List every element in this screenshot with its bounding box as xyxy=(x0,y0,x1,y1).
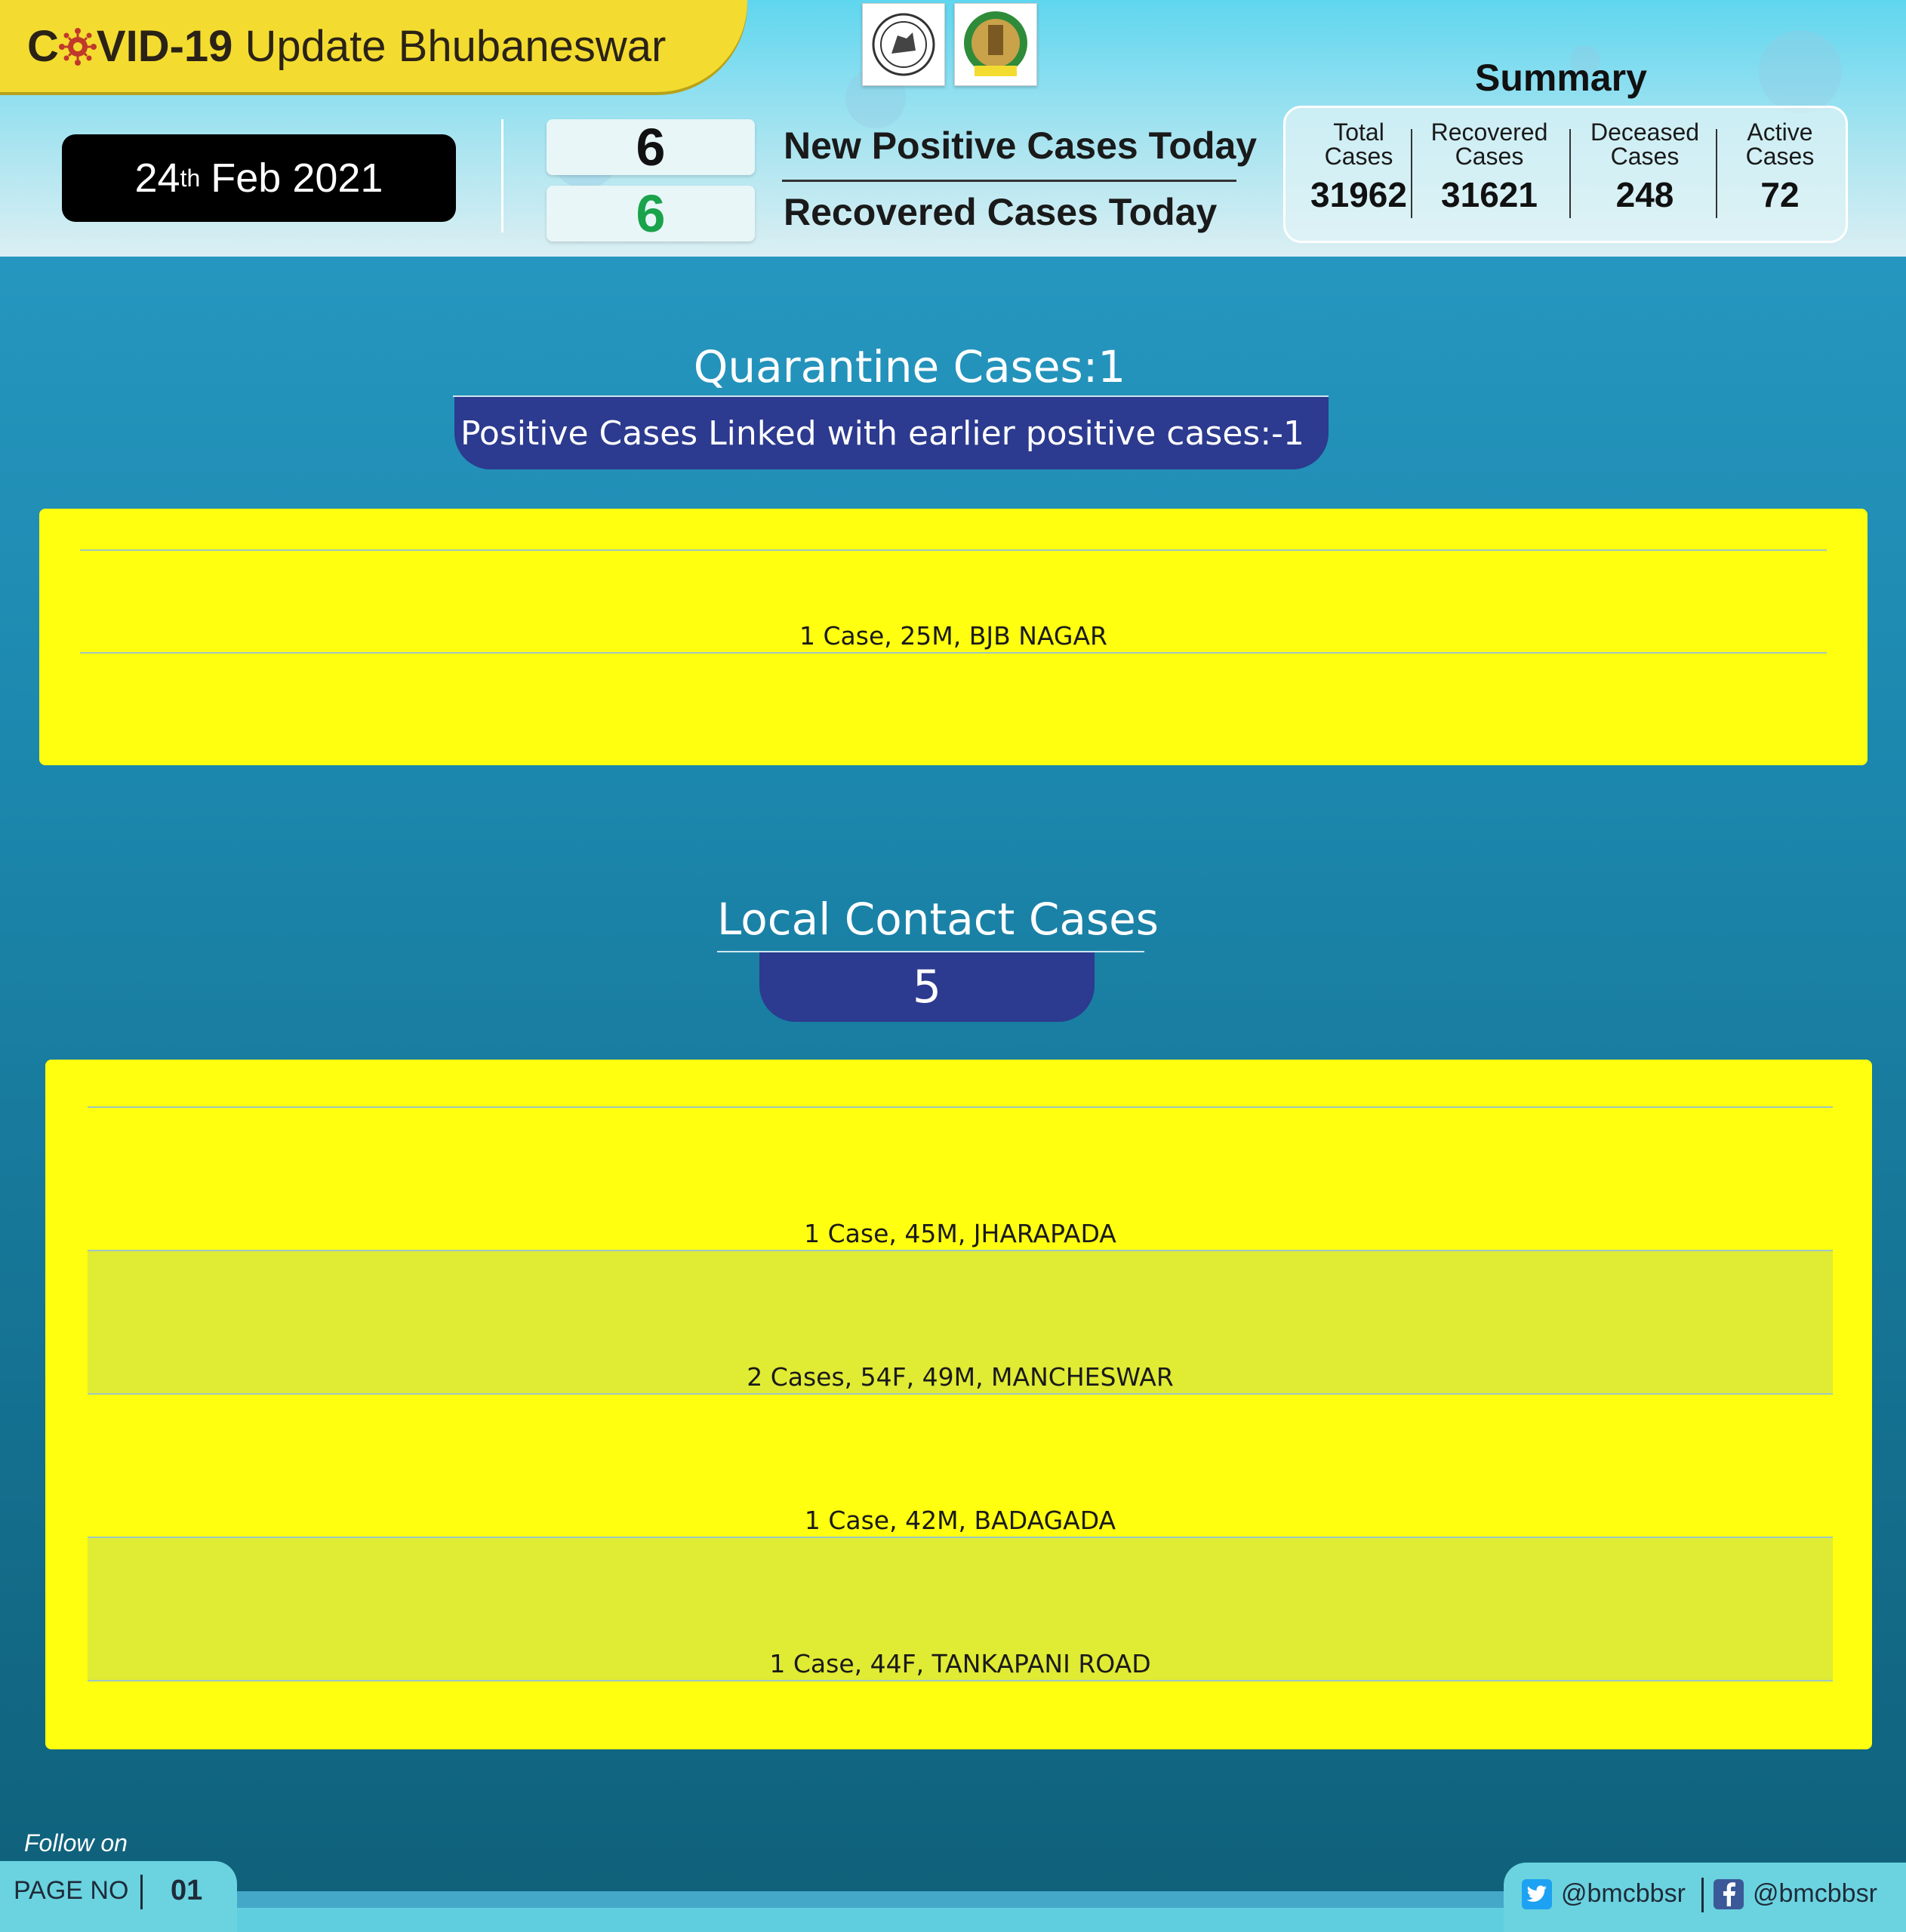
case-text: 1 Case, 42M, BADAGADA xyxy=(804,1506,1116,1535)
virus-decoration-icon xyxy=(1759,30,1842,113)
summary-label: Cases xyxy=(1324,143,1393,170)
summary-value: 31962 xyxy=(1310,175,1407,214)
summary-value: 31621 xyxy=(1441,175,1538,214)
facebook-f-icon xyxy=(1721,1882,1736,1906)
summary-value: 248 xyxy=(1615,175,1674,214)
date-badge xyxy=(62,134,456,222)
page-number-divider xyxy=(140,1875,143,1909)
summary-label: Cases xyxy=(1745,143,1815,170)
bmc-logo xyxy=(954,3,1037,86)
summary-active xyxy=(1723,120,1837,215)
local-contact-count: 5 xyxy=(912,961,942,1014)
summary-label: Total xyxy=(1333,118,1384,146)
summary-label: Deceased xyxy=(1590,118,1700,146)
follow-on-label: Follow on xyxy=(24,1829,128,1857)
quarantine-title: Quarantine Cases:1 xyxy=(693,341,1126,392)
page-number-label: PAGE NO xyxy=(14,1876,129,1905)
case-row xyxy=(88,1251,1833,1395)
case-row xyxy=(88,1108,1833,1251)
case-row xyxy=(80,551,1827,654)
quarantine-case-box xyxy=(39,509,1868,765)
page-number: 01 xyxy=(171,1875,203,1906)
case-text: 2 Cases, 54F, 49M, MANCHESWAR xyxy=(747,1362,1174,1392)
new-positive-label: New Positive Cases Today xyxy=(784,125,1258,167)
page-title xyxy=(27,21,666,72)
title-bold: VID-19 xyxy=(96,22,233,71)
summary-divider xyxy=(1716,129,1717,218)
summary-deceased xyxy=(1577,120,1713,215)
recovered-count: 6 xyxy=(547,186,755,242)
date-month-year: Feb 2021 xyxy=(211,155,383,201)
page-number-tab xyxy=(0,1861,237,1932)
twitter-bird-icon xyxy=(1526,1885,1547,1903)
summary-recovered xyxy=(1421,120,1557,215)
new-positive-count: 6 xyxy=(547,119,755,175)
header-divider xyxy=(501,119,503,232)
quarantine-linked-pill xyxy=(454,397,1329,469)
emblem-icon xyxy=(863,4,944,85)
count-separator xyxy=(782,180,1236,182)
case-row xyxy=(88,1395,1833,1538)
bmc-seal-icon xyxy=(955,4,1036,85)
local-contact-count-pill xyxy=(759,952,1095,1022)
title-banner xyxy=(0,0,747,92)
recovered-label: Recovered Cases Today xyxy=(784,191,1218,233)
summary-total xyxy=(1302,120,1415,215)
twitter-handle[interactable]: @bmcbbsr xyxy=(1561,1879,1686,1908)
case-text: 1 Case, 25M, BJB NAGAR xyxy=(799,621,1107,651)
date-day: 24 xyxy=(134,155,180,201)
local-case-list xyxy=(88,1108,1833,1681)
summary-divider xyxy=(1569,129,1571,218)
local-contact-title: Local Contact Cases xyxy=(717,894,1159,945)
summary-divider xyxy=(1411,129,1412,218)
summary-label: Cases xyxy=(1610,143,1680,170)
social-links xyxy=(1504,1863,1906,1932)
summary-label: Cases xyxy=(1455,143,1524,170)
title-rest: Update Bhubaneswar xyxy=(245,22,667,71)
summary-title: Summary xyxy=(1475,57,1647,99)
summary-label: Active xyxy=(1747,118,1813,146)
quarantine-linked-text: Positive Cases Linked with earlier positive cases:-1 xyxy=(460,414,1305,453)
facebook-handle[interactable]: @bmcbbsr xyxy=(1753,1879,1877,1908)
case-row xyxy=(88,1538,1833,1681)
case-text: 1 Case, 45M, JHARAPADA xyxy=(804,1219,1116,1248)
twitter-icon[interactable] xyxy=(1522,1879,1552,1909)
date-suffix: th xyxy=(180,164,201,192)
quarantine-case-list xyxy=(80,551,1827,755)
summary-label: Recovered xyxy=(1430,118,1548,146)
local-case-box xyxy=(45,1060,1872,1749)
virus-icon xyxy=(59,28,97,66)
summary-panel xyxy=(1283,106,1848,243)
title-prefix: C xyxy=(27,22,59,71)
social-divider xyxy=(1701,1878,1704,1912)
odisha-emblem-logo xyxy=(862,3,945,86)
case-text: 1 Case, 44F, TANKAPANI ROAD xyxy=(769,1649,1151,1678)
facebook-icon[interactable] xyxy=(1714,1879,1744,1909)
summary-value: 72 xyxy=(1760,175,1800,214)
